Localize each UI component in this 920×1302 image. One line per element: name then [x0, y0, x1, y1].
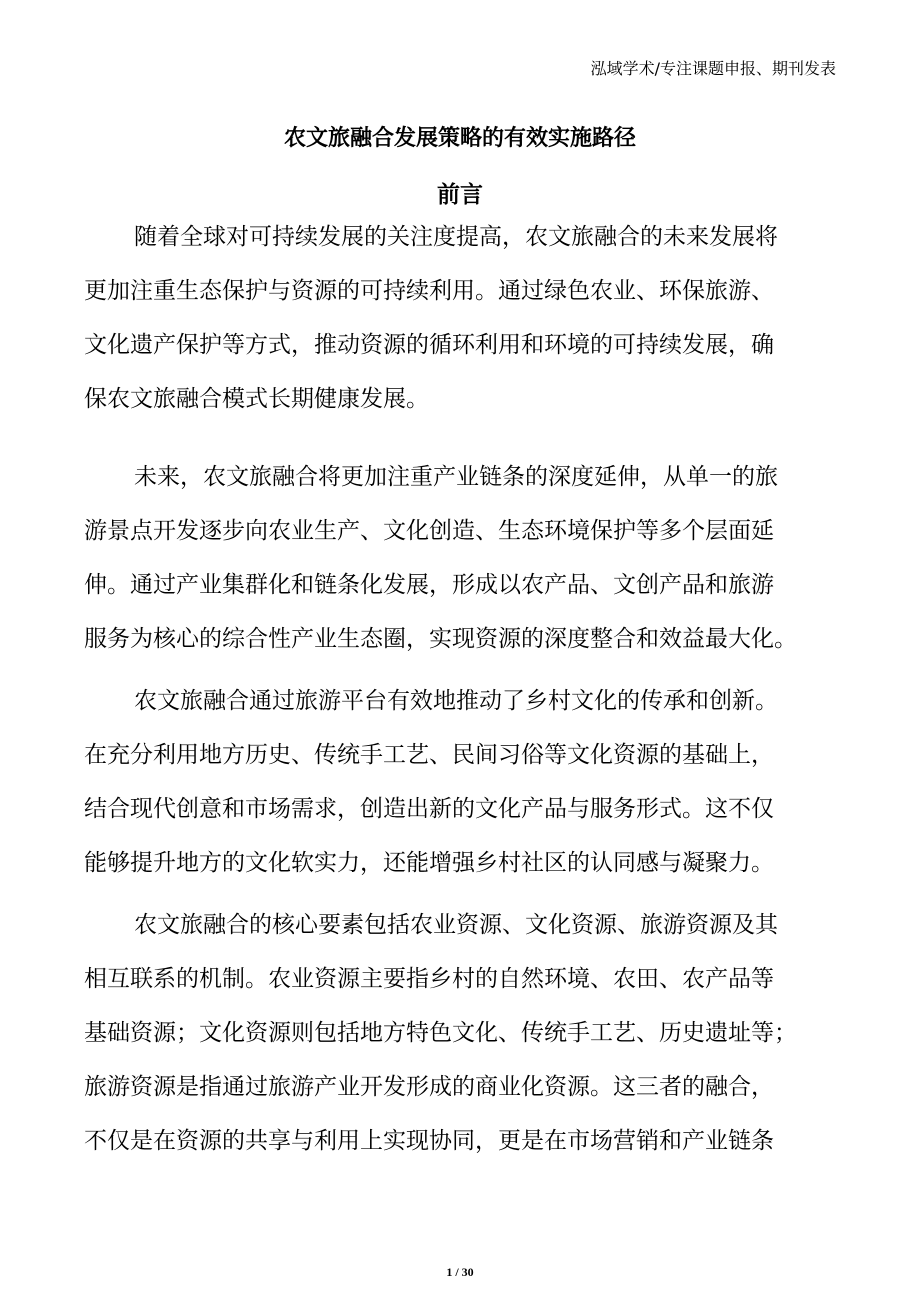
paragraph-line: 旅游资源是指通过旅游产业开发形成的商业化资源。这三者的融合，: [84, 1074, 774, 1100]
paragraph-line: 未来，农文旅融合将更加注重产业链条的深度延伸，从单一的旅: [134, 464, 778, 490]
paragraph-line: 文化遗产保护等方式，推动资源的循环利用和环境的可持续发展，确: [84, 332, 774, 358]
header-note: 泓域学术/专注课题申报、期刊发表: [590, 59, 836, 78]
paragraph-3: [84, 674, 836, 890]
paragraph-line: 在充分利用地方历史、传统手工艺、民间习俗等文化资源的基础上，: [84, 742, 774, 768]
paragraph-line: 农文旅融合通过旅游平台有效地推动了乡村文化的传承和创新。: [134, 688, 778, 714]
paragraph-line: 保农文旅融合模式长期健康发展。: [84, 386, 429, 412]
paragraph-line: 游景点开发逐步向农业生产、文化创造、生态环境保护等多个层面延: [84, 518, 774, 544]
paragraph-line: 不仅是在资源的共享与利用上实现协同，更是在市场营销和产业链条: [84, 1128, 774, 1154]
paragraph-line: 农文旅融合的核心要素包括农业资源、文化资源、旅游资源及其: [134, 912, 778, 938]
paragraph-line: 能够提升地方的文化软实力，还能增强乡村社区的认同感与凝聚力。: [84, 850, 774, 876]
section-heading: 前言: [437, 182, 483, 208]
page-number: 1 / 30: [446, 1265, 474, 1279]
paragraph-line: 基础资源；文化资源则包括地方特色文化、传统手工艺、历史遗址等；: [84, 1020, 797, 1046]
paragraph-2: [84, 450, 836, 666]
paragraph-line: 服务为核心的综合性产业生态圈，实现资源的深度整合和效益最大化。: [84, 626, 797, 652]
paragraph-line: 结合现代创意和市场需求，创造出新的文化产品与服务形式。这不仅: [84, 796, 774, 822]
paragraph-4: [84, 898, 836, 1168]
document-title: 农文旅融合发展策略的有效实施路径: [283, 126, 636, 151]
paragraph-line: 伸。通过产业集群化和链条化发展，形成以农产品、文创产品和旅游: [84, 572, 774, 598]
paragraph-1: [84, 210, 836, 426]
paragraph-line: 更加注重生态保护与资源的可持续利用。通过绿色农业、环保旅游、: [84, 278, 774, 304]
paragraph-line: 相互联系的机制。农业资源主要指乡村的自然环境、农田、农产品等: [84, 966, 774, 992]
paragraph-line: 随着全球对可持续发展的关注度提高，农文旅融合的未来发展将: [134, 224, 778, 250]
